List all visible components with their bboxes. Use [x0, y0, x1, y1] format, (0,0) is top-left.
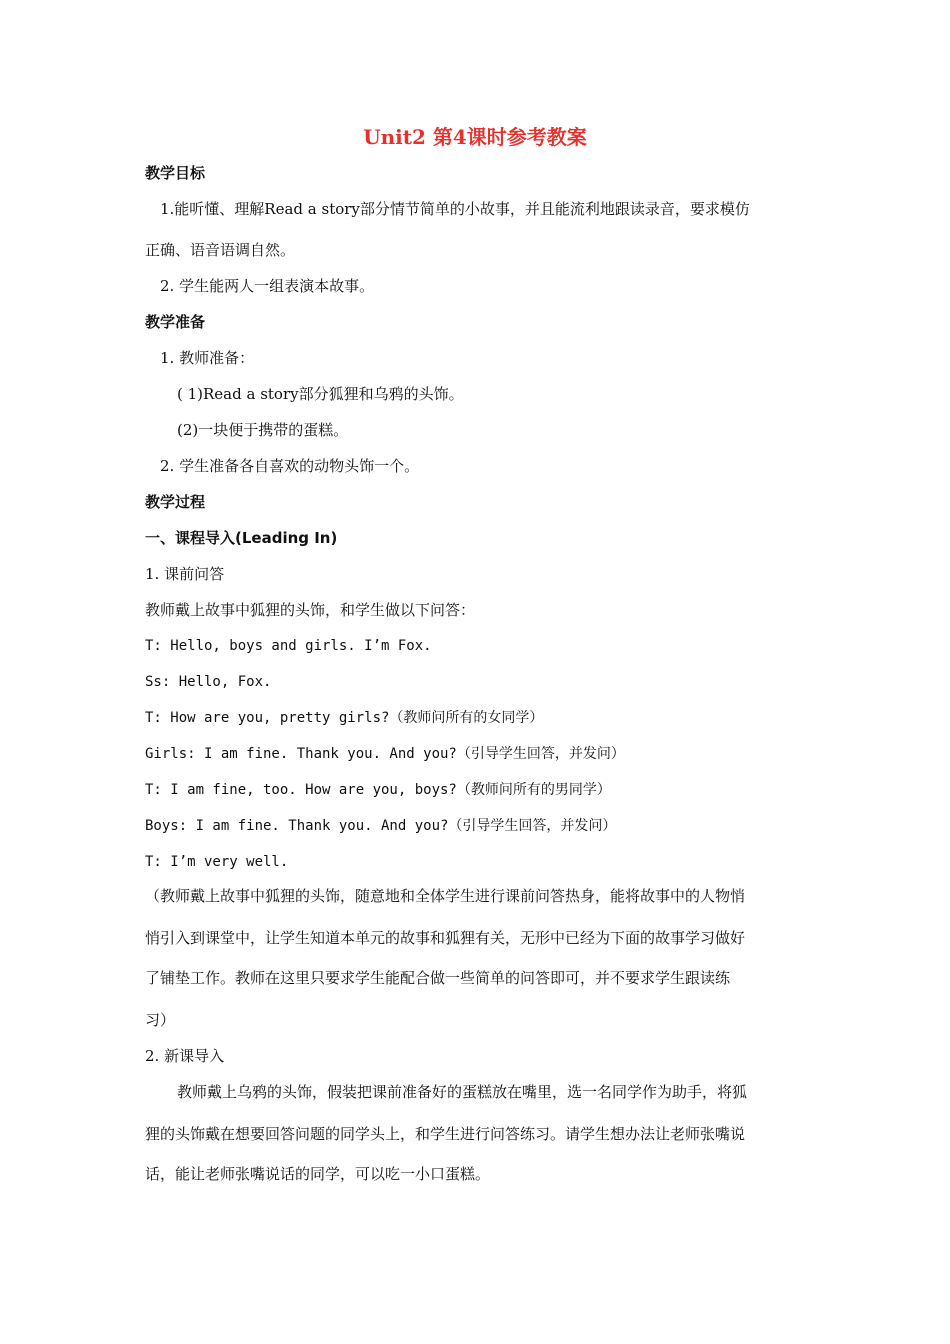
dialog-line: T: I’m very well.	[145, 854, 289, 870]
prep-1-b: (2)一块便于携带的蛋糕。	[177, 421, 349, 439]
note-line: （教师戴上故事中狐狸的头饰，随意地和全体学生进行课前问答热身，能将故事中的人物悄	[145, 887, 746, 905]
paragraph-line: 狸的头饰戴在想要回答问题的同学头上，和学生进行问答练习。请学生想办法让老师张嘴说	[145, 1125, 746, 1143]
step-1-2-heading: 2. 新课导入	[145, 1047, 225, 1065]
prep-2: 2. 学生准备各自喜欢的动物头饰一个。	[160, 457, 420, 475]
paragraph-line: 教师戴上乌鸦的头饰，假装把课前准备好的蛋糕放在嘴里，选一名同学作为助手，将狐	[177, 1083, 748, 1101]
goal-2: 2. 学生能两人一组表演本故事。	[160, 277, 375, 295]
step-1-intro: 教师戴上故事中狐狸的头饰，和学生做以下问答：	[145, 601, 476, 619]
dialog-line: Ss: Hello, Fox.	[145, 674, 272, 690]
dialog-line: Girls: I am fine. Thank you. And you?（引导学生回答，并发问）	[145, 746, 625, 762]
note-line: 悄引入到课堂中，让学生知道本单元的故事和狐狸有关，无形中已经为下面的故事学习做好	[145, 929, 746, 947]
note-line: 习）	[145, 1011, 176, 1029]
dialog-line: T: Hello, boys and girls. I’m Fox.	[145, 638, 432, 654]
dialog-line: T: How are you, pretty girls?（教师问所有的女同学）	[145, 710, 544, 726]
goal-1-line-1: 1.能听懂、理解Read a story部分情节简单的小故事，并且能流利地跟读录音，要求模仿	[160, 200, 750, 218]
paragraph-line: 话，能让老师张嘴说话的同学，可以吃一小口蛋糕。	[145, 1165, 491, 1183]
note-line: 了铺垫工作。教师在这里只要求学生能配合做一些简单的问答即可，并不要求学生跟读练	[145, 969, 731, 987]
section-heading-goals: 教学目标	[145, 164, 206, 182]
dialog-line: Boys: I am fine. Thank you. And you?（引导学生回答，并发问）	[145, 818, 617, 834]
prep-1: 1. 教师准备：	[160, 349, 255, 367]
step-1-heading: 一、课程导入(Leading In)	[145, 529, 338, 547]
goal-1-line-2: 正确、语音语调自然。	[145, 241, 296, 259]
section-heading-prep: 教学准备	[145, 313, 206, 331]
page-title: Unit2 第4课时参考教案	[363, 125, 587, 149]
step-1-1-heading: 1. 课前问答	[145, 565, 225, 583]
prep-1-a: ( 1)Read a story部分狐狸和乌鸦的头饰。	[177, 385, 464, 403]
dialog-line: T: I am fine, too. How are you, boys?（教师问所有的男同学）	[145, 782, 611, 798]
section-heading-process: 教学过程	[145, 493, 206, 511]
